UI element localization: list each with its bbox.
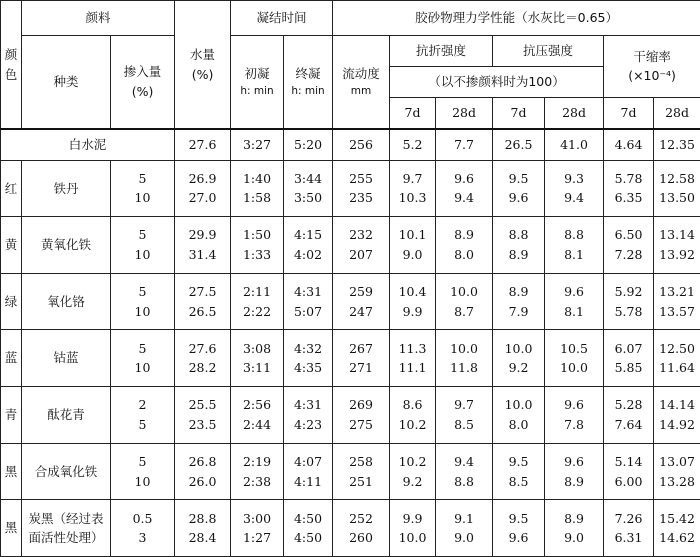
cell-comp7: 9.5 9.6 bbox=[493, 160, 545, 217]
header-flex-7d: 7d bbox=[390, 98, 436, 130]
cell-flex7: 8.6 10.2 bbox=[390, 387, 436, 444]
header-strength-note: （以不掺颜料时为100） bbox=[390, 66, 604, 97]
cell-shr7: 5.92 5.78 bbox=[604, 273, 654, 330]
cell-shr7: 6.07 5.85 bbox=[604, 330, 654, 387]
header-mortar-props: 胶砂物理力学性能（水灰比＝0.65） bbox=[333, 1, 700, 36]
cell-flex28: 10.0 8.7 bbox=[436, 273, 493, 330]
cell-comp7: 8.9 7.9 bbox=[493, 273, 545, 330]
cell-initial: 3:08 3:11 bbox=[231, 330, 284, 387]
header-color: 颜 色 bbox=[1, 1, 22, 130]
table-row bbox=[1, 443, 700, 500]
cell-type: 黄氧化铁 bbox=[22, 217, 111, 274]
table-row-white-cement bbox=[1, 129, 700, 160]
cell-comp7: 9.5 8.5 bbox=[493, 443, 545, 500]
header-final-set: 终凝 h: min bbox=[284, 35, 333, 129]
cell-flex7: 10.1 9.0 bbox=[390, 217, 436, 274]
cell-final: 4:07 4:11 bbox=[284, 443, 333, 500]
cell-flex7: 5.2 bbox=[390, 129, 436, 160]
header-flex-28d: 28d bbox=[436, 98, 493, 130]
header-pigment: 颜料 bbox=[22, 1, 175, 36]
table-row bbox=[1, 500, 700, 557]
cell-color: 青 bbox=[1, 387, 22, 444]
cell-comp28: 8.8 8.1 bbox=[545, 217, 604, 274]
cell-type: 炭黑（经过表 面活性处理） bbox=[22, 500, 111, 557]
cell-final: 4:31 5:07 bbox=[284, 273, 333, 330]
header-flexural: 抗折强度 bbox=[390, 35, 493, 66]
cell-comp7: 10.0 8.0 bbox=[493, 387, 545, 444]
table-row bbox=[1, 217, 700, 274]
cell-color: 蓝 bbox=[1, 330, 22, 387]
cell-water: 29.9 31.4 bbox=[175, 217, 231, 274]
cell-flex28: 9.1 9.0 bbox=[436, 500, 493, 557]
cell-color: 绿 bbox=[1, 273, 22, 330]
table-row bbox=[1, 160, 700, 217]
cell-water: 26.8 26.0 bbox=[175, 443, 231, 500]
cell-initial: 3:27 bbox=[231, 129, 284, 160]
table-row bbox=[1, 273, 700, 330]
cell-comp28: 9.6 8.1 bbox=[545, 273, 604, 330]
cell-comp28: 41.0 bbox=[545, 129, 604, 160]
cell-water: 28.8 28.4 bbox=[175, 500, 231, 557]
cell-initial: 2:11 2:22 bbox=[231, 273, 284, 330]
cell-comp7: 26.5 bbox=[493, 129, 545, 160]
cell-comp7: 9.5 9.6 bbox=[493, 500, 545, 557]
cell-final: 4:32 4:35 bbox=[284, 330, 333, 387]
cell-shr28: 12.50 11.64 bbox=[654, 330, 700, 387]
cell-comp28: 10.5 10.0 bbox=[545, 330, 604, 387]
cell-shr28: 15.42 14.62 bbox=[654, 500, 700, 557]
header-water: 水量 (%) bbox=[175, 1, 231, 130]
cell-dosage: 2 5 bbox=[111, 387, 175, 444]
cell-dosage: 5 10 bbox=[111, 330, 175, 387]
header-dosage: 掺入量 (%) bbox=[111, 35, 175, 129]
header-compressive: 抗压强度 bbox=[493, 35, 604, 66]
cell-final: 4:15 4:02 bbox=[284, 217, 333, 274]
cell-comp28: 9.6 8.9 bbox=[545, 443, 604, 500]
cell-water: 27.6 28.2 bbox=[175, 330, 231, 387]
cell-fluidity: 269 275 bbox=[333, 387, 390, 444]
cell-flex7: 9.9 10.0 bbox=[390, 500, 436, 557]
cell-fluidity: 267 271 bbox=[333, 330, 390, 387]
cell-final: 4:31 4:23 bbox=[284, 387, 333, 444]
cell-comp7: 10.0 9.2 bbox=[493, 330, 545, 387]
cell-fluidity: 259 247 bbox=[333, 273, 390, 330]
cell-comp28: 8.9 9.0 bbox=[545, 500, 604, 557]
cell-shr7: 6.50 7.28 bbox=[604, 217, 654, 274]
cell-dosage: 5 10 bbox=[111, 160, 175, 217]
cell-initial: 3:00 1:27 bbox=[231, 500, 284, 557]
cell-shr28: 13.14 13.92 bbox=[654, 217, 700, 274]
cell-flex7: 10.4 9.9 bbox=[390, 273, 436, 330]
cell-flex7: 9.7 10.3 bbox=[390, 160, 436, 217]
cell-flex7: 11.3 11.1 bbox=[390, 330, 436, 387]
header-initial-set: 初凝 h: min bbox=[231, 35, 284, 129]
header-type: 种类 bbox=[22, 35, 111, 129]
cell-shr28: 12.35 bbox=[654, 129, 700, 160]
cell-final: 5:20 bbox=[284, 129, 333, 160]
cell-dosage: 5 10 bbox=[111, 217, 175, 274]
cell-type: 氧化铬 bbox=[22, 273, 111, 330]
cell-final: 3:44 3:50 bbox=[284, 160, 333, 217]
white-cement-label: 白水泥 bbox=[1, 129, 175, 160]
cell-dosage: 5 10 bbox=[111, 273, 175, 330]
cell-flex28: 9.4 8.8 bbox=[436, 443, 493, 500]
cell-shr28: 12.58 13.50 bbox=[654, 160, 700, 217]
cell-fluidity: 258 251 bbox=[333, 443, 390, 500]
cell-shr7: 5.28 7.64 bbox=[604, 387, 654, 444]
cell-shr28: 14.14 14.92 bbox=[654, 387, 700, 444]
cell-shr7: 7.26 6.31 bbox=[604, 500, 654, 557]
cell-color: 黑 bbox=[1, 443, 22, 500]
cell-type: 钴蓝 bbox=[22, 330, 111, 387]
cell-water: 26.9 27.0 bbox=[175, 160, 231, 217]
header-shr-28d: 28d bbox=[654, 98, 700, 130]
cell-comp28: 9.6 7.8 bbox=[545, 387, 604, 444]
cell-final: 4:50 4:50 bbox=[284, 500, 333, 557]
cell-comp28: 9.3 9.4 bbox=[545, 160, 604, 217]
cell-initial: 2:19 2:38 bbox=[231, 443, 284, 500]
cell-water: 25.5 23.5 bbox=[175, 387, 231, 444]
cell-fluidity: 256 bbox=[333, 129, 390, 160]
cell-flex7: 10.2 9.2 bbox=[390, 443, 436, 500]
cell-flex28: 9.7 8.5 bbox=[436, 387, 493, 444]
cell-shr28: 13.21 13.57 bbox=[654, 273, 700, 330]
cell-shr7: 5.14 6.00 bbox=[604, 443, 654, 500]
cell-water: 27.6 bbox=[175, 129, 231, 160]
cell-flex28: 10.0 11.8 bbox=[436, 330, 493, 387]
header-comp-28d: 28d bbox=[545, 98, 604, 130]
cell-fluidity: 232 207 bbox=[333, 217, 390, 274]
cell-fluidity: 252 260 bbox=[333, 500, 390, 557]
cell-fluidity: 255 235 bbox=[333, 160, 390, 217]
cell-initial: 2:56 2:44 bbox=[231, 387, 284, 444]
cell-shr7: 5.78 6.35 bbox=[604, 160, 654, 217]
cell-shr28: 13.07 13.28 bbox=[654, 443, 700, 500]
cell-type: 铁丹 bbox=[22, 160, 111, 217]
cell-comp7: 8.8 8.9 bbox=[493, 217, 545, 274]
cell-water: 27.5 26.5 bbox=[175, 273, 231, 330]
header-fluidity: 流动度 mm bbox=[333, 35, 390, 129]
header-shr-7d: 7d bbox=[604, 98, 654, 130]
cell-initial: 1:50 1:33 bbox=[231, 217, 284, 274]
cell-flex28: 7.7 bbox=[436, 129, 493, 160]
cell-color: 黑 bbox=[1, 500, 22, 557]
cell-dosage: 0.5 3 bbox=[111, 500, 175, 557]
cell-color: 红 bbox=[1, 160, 22, 217]
header-shrinkage: 干缩率 (×10⁻⁴) bbox=[604, 35, 700, 97]
table-row bbox=[1, 330, 700, 387]
cell-initial: 1:40 1:58 bbox=[231, 160, 284, 217]
table-row bbox=[1, 387, 700, 444]
cell-color: 黄 bbox=[1, 217, 22, 274]
cell-flex28: 8.9 8.0 bbox=[436, 217, 493, 274]
header-comp-7d: 7d bbox=[493, 98, 545, 130]
cell-flex28: 9.6 9.4 bbox=[436, 160, 493, 217]
cell-shr7: 4.64 bbox=[604, 129, 654, 160]
cell-type: 酞花青 bbox=[22, 387, 111, 444]
table-body bbox=[1, 160, 700, 556]
header-setting-time: 凝结时间 bbox=[231, 1, 333, 36]
cell-dosage: 5 10 bbox=[111, 443, 175, 500]
cell-type: 合成氧化铁 bbox=[22, 443, 111, 500]
